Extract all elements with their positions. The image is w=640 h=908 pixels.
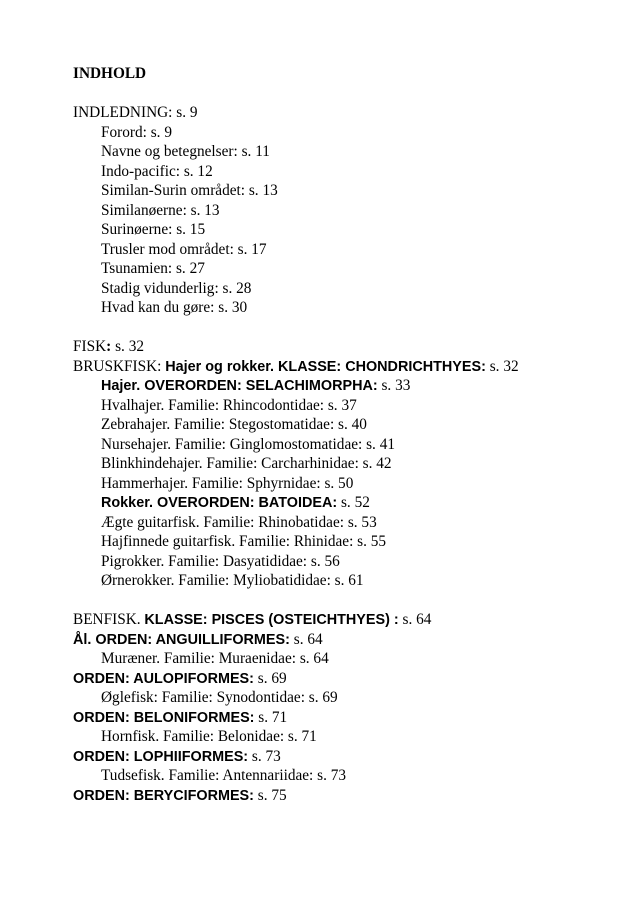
toc-title: INDHOLD (73, 65, 147, 82)
order-page: s. 75 (253, 786, 287, 804)
toc-section-fish (73, 337, 633, 357)
toc-entry: Muræner. Familie: Muraenidae: s. 64 (101, 650, 329, 667)
toc-entry: Øglefisk: Familie: Synodontidae: s. 69 (101, 689, 338, 706)
toc-entry: Navne og betegnelser: s. 11 (101, 143, 270, 160)
toc-order (73, 630, 633, 650)
section-heading: BENFISK. (73, 611, 145, 628)
toc-entry: Trusler mod området: s. 17 (101, 240, 267, 258)
section-class: KLASSE: PISCES (OSTEICHTHYES) : (144, 612, 399, 628)
toc-entry: Hvalhajer. Familie: Rhincodontidae: s. 37 (101, 396, 357, 414)
spacer (73, 318, 633, 338)
section-page: s. 32 (111, 338, 144, 355)
section-page: s. 32 (485, 357, 519, 375)
spacer (73, 591, 633, 611)
section-page: s. 64 (398, 611, 432, 628)
toc-order (73, 747, 633, 767)
toc-entry: Indo-pacific: s. 12 (101, 162, 213, 180)
toc-section-bony (73, 610, 633, 630)
toc-entry: Hajfinnede guitarfisk. Familie: Rhinidae: s. 55 (101, 533, 387, 550)
toc-order (73, 708, 633, 728)
toc-order (73, 786, 633, 806)
toc-entry: Similanøerne: s. 13 (101, 201, 220, 219)
toc-entry: Surinøerne: s. 15 (101, 221, 206, 238)
order-heading: ORDEN: BERYCIFORMES: (73, 787, 254, 804)
toc-entry: Forord: s. 9 (101, 123, 172, 141)
superorder-heading: Rokker. OVERORDEN: BATOIDEA: (101, 495, 338, 511)
section-heading: BRUSKFISK: (73, 357, 166, 375)
order-heading: Ål. ORDEN: ANGUILLIFORMES: (73, 631, 290, 648)
toc-section-cartilaginous (73, 357, 633, 377)
toc-superorder-sharks (73, 376, 633, 396)
toc-section-intro (73, 103, 633, 123)
toc-entry: Stadig vidunderlig: s. 28 (101, 279, 252, 297)
toc-entry: Ægte guitarfisk. Familie: Rhinobatidae: s. 53 (101, 513, 377, 531)
order-heading: ORDEN: LOPHIIFORMES: (73, 748, 249, 765)
toc-entry: Tsunamien: s. 27 (101, 260, 205, 277)
toc-superorder-rays (73, 493, 633, 513)
section-colon: : (106, 338, 112, 355)
toc-entry: Pigrokker. Familie: Dasyatididae: s. 56 (101, 552, 340, 570)
spacer (73, 84, 633, 104)
section-page: s. 9 (172, 104, 198, 121)
section-class: Hajer og rokker. KLASSE: CHONDRICHTHYES: (165, 358, 486, 375)
section-heading: FISK (73, 338, 107, 355)
order-page: s. 64 (289, 630, 323, 648)
toc-entry: Similan-Surin området: s. 13 (101, 182, 278, 199)
order-page: s. 73 (248, 747, 281, 765)
superorder-heading: Hajer. OVERORDEN: SELACHIMORPHA: (101, 378, 378, 394)
order-page: s. 69 (253, 669, 287, 687)
toc-entry: Zebrahajer. Familie: Stegostomatidae: s. 40 (101, 416, 367, 433)
toc-entry: Blinkhindehajer. Familie: Carcharhinidae: s. 42 (101, 455, 392, 472)
table-of-contents (73, 64, 633, 805)
toc-entry: Tudsefisk. Familie: Antennariidae: s. 73 (101, 767, 347, 784)
order-heading: ORDEN: BELONIFORMES: (73, 709, 255, 726)
toc-entry: Nursehajer. Familie: Ginglomostomatidae: s. 41 (101, 435, 395, 453)
toc-entry: Hvad kan du gøre: s. 30 (101, 299, 248, 316)
superorder-page: s. 33 (377, 377, 411, 394)
toc-entry: Hammerhajer. Familie: Sphyrnidae: s. 50 (101, 474, 354, 492)
toc-order (73, 669, 633, 689)
section-heading: INDLEDNING: (73, 104, 173, 121)
toc-entry: Ørnerokker. Familie: Myliobatididae: s. 61 (101, 572, 364, 589)
toc-entry: Hornfisk. Familie: Belonidae: s. 71 (101, 728, 317, 745)
superorder-page: s. 52 (337, 494, 370, 511)
order-heading: ORDEN: AULOPIFORMES: (73, 670, 254, 687)
order-page: s. 71 (254, 708, 288, 726)
